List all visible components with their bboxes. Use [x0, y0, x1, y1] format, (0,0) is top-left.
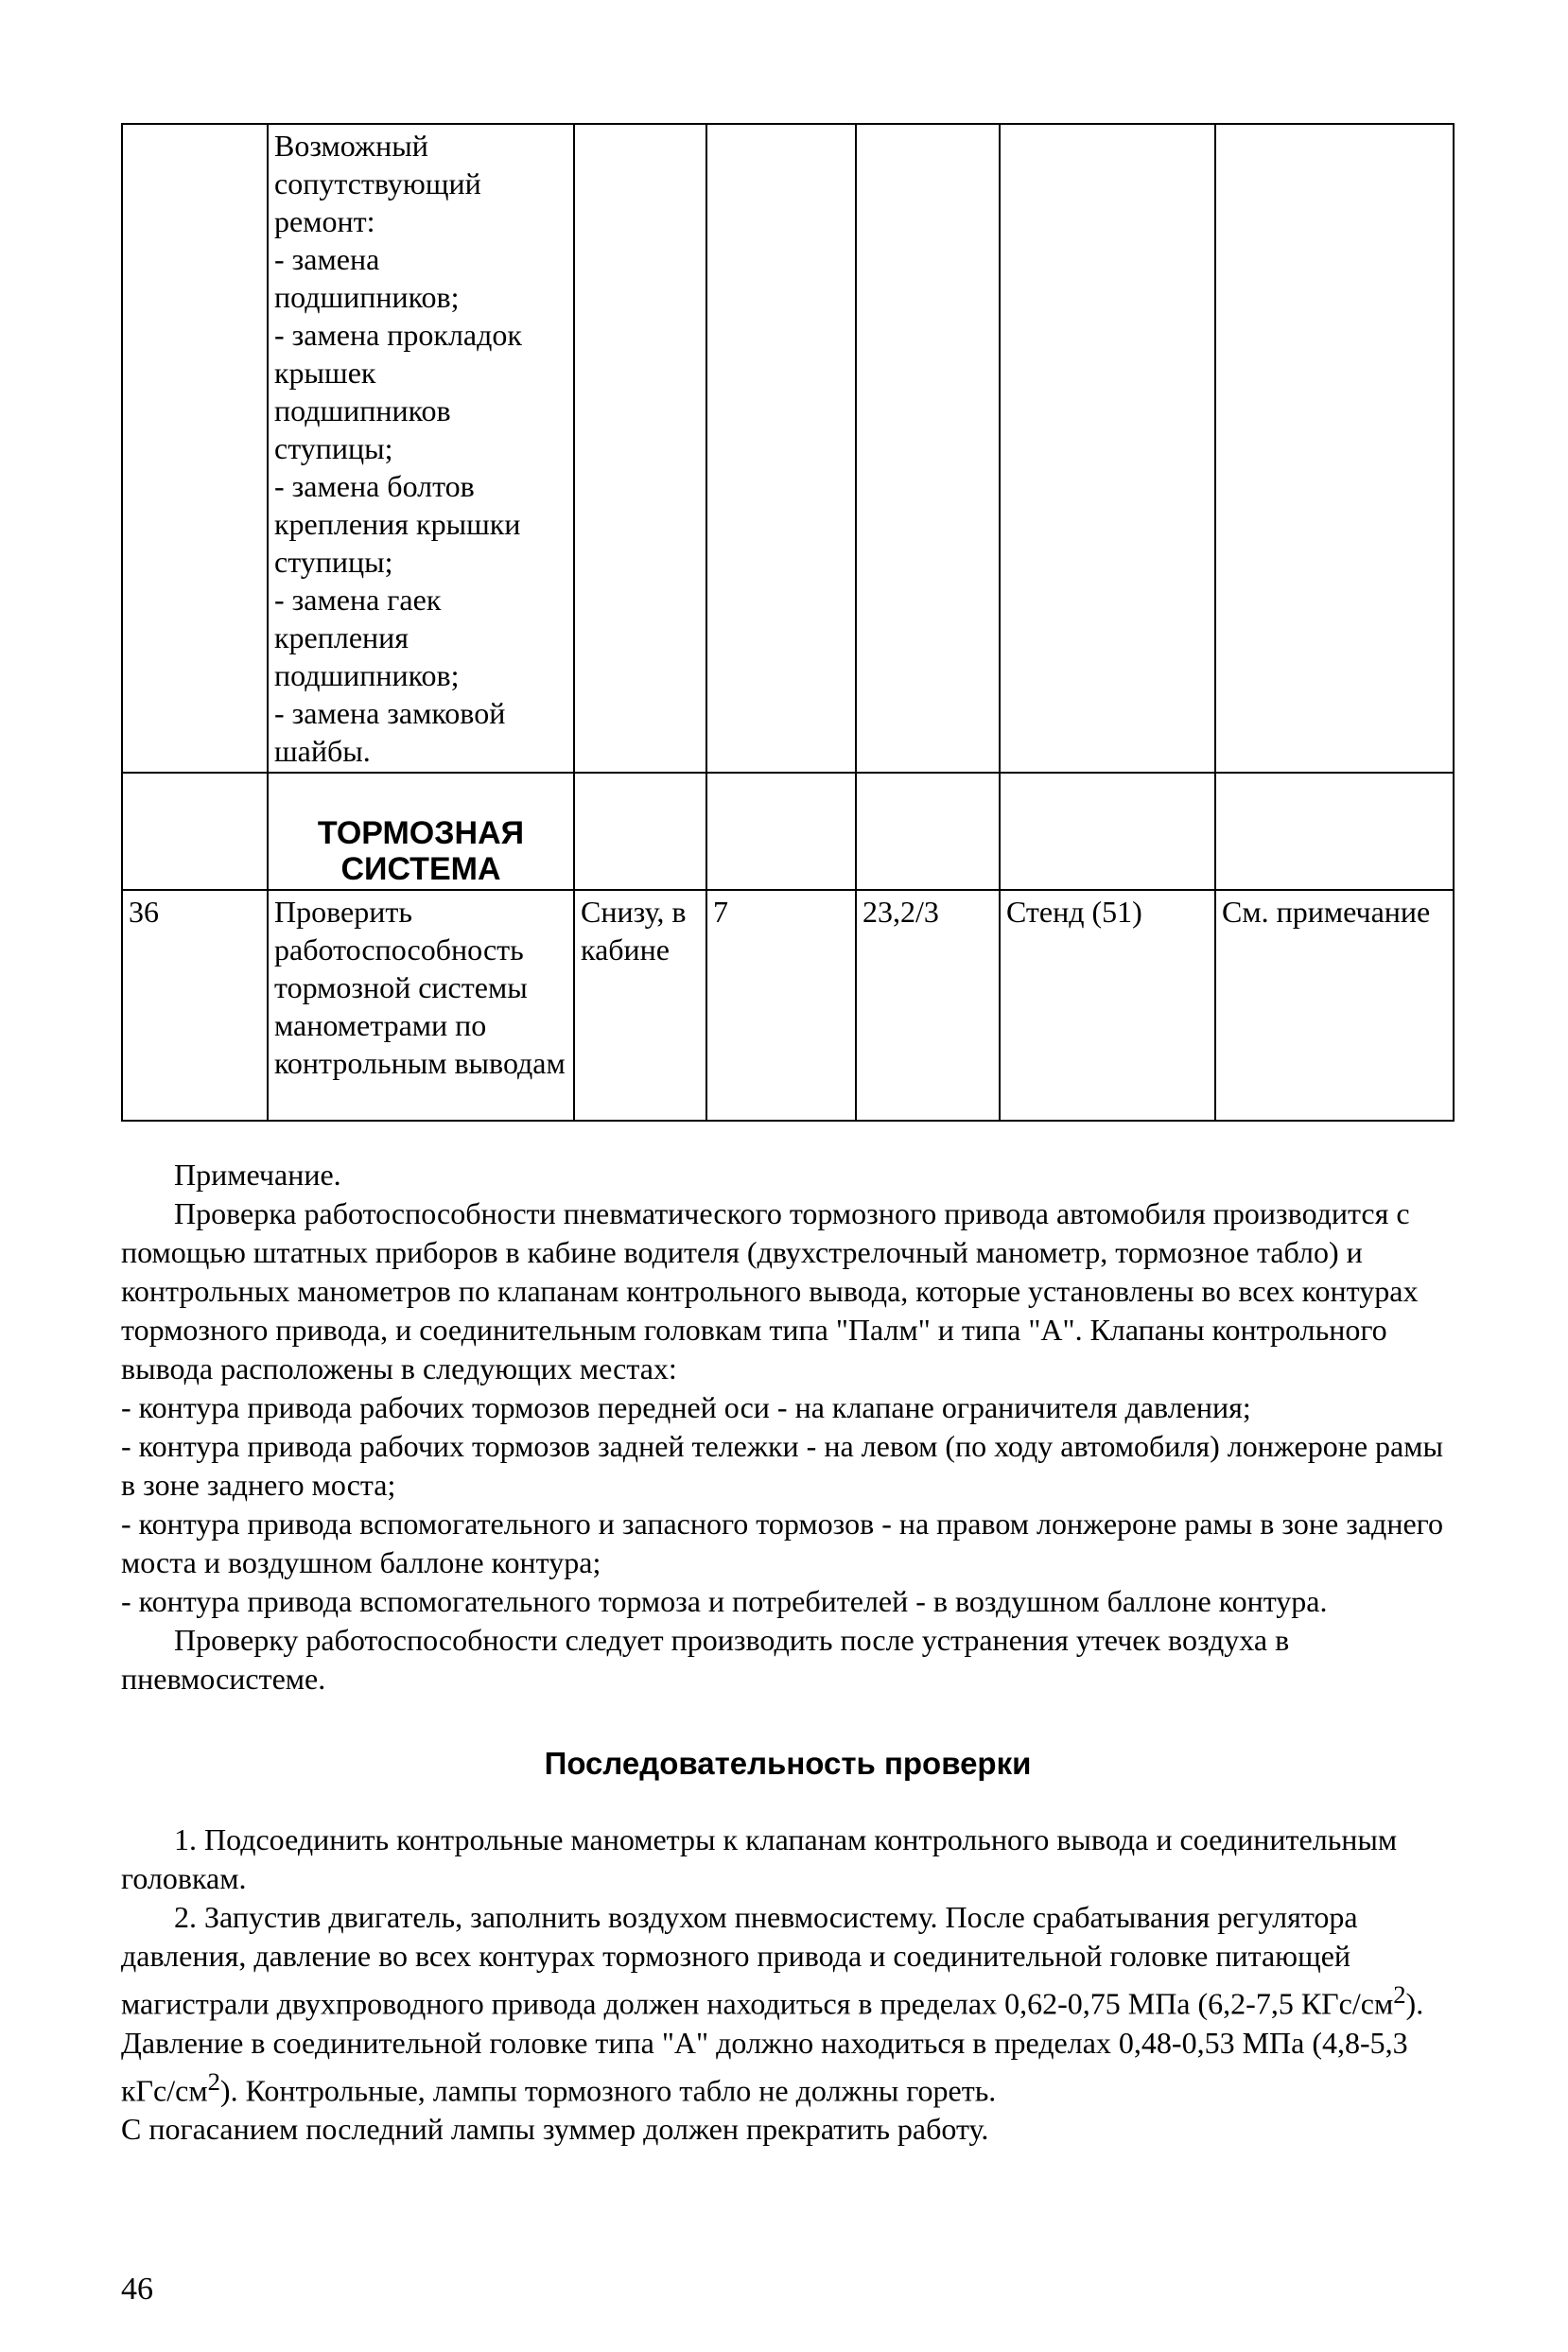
table-cell — [706, 773, 856, 890]
notes-list-item: - контура привода рабочих тормозов передней оси - на клапане ограничителя давления; — [121, 1390, 1251, 1424]
table-cell — [856, 124, 1000, 773]
table-cell — [1000, 124, 1215, 773]
table-cell — [1215, 124, 1454, 773]
repair-line: сопутствующий — [274, 166, 481, 200]
repair-line: - замена болтов — [274, 469, 475, 503]
table-cell — [706, 124, 856, 773]
notes-paragraph: Проверка работоспособности пневматического тормозного привода автомобиля производится с помощью штатных приборов в кабине водителя (двухстрелочный манометр, тормозное табло) и контрольных манометров по клапанам контрольного вывода, которые установлены во всех контурах тормозного привода, и соединительным головкам типа "Палм" и типа "А". Клапаны контрольного вывода расположены в следующих местах: — [121, 1196, 1419, 1385]
sequence-step: 1. Подсоединить контрольные манометры к клапанам контрольного вывода и соединительным головкам. — [121, 1822, 1398, 1895]
page-number: 46 — [121, 2272, 153, 2307]
table-cell — [574, 773, 706, 890]
sequence-final: С погасанием последний лампы зуммер должен прекратить работу. — [121, 2112, 989, 2147]
table-row-section — [122, 773, 1454, 890]
superscript: 2 — [1393, 1980, 1406, 2009]
repair-line: Возможный — [274, 129, 428, 163]
section-title: ТОРМОЗНАЯ СИСТЕМА — [268, 773, 574, 890]
row-col4: 23,2/3 — [856, 890, 1000, 1121]
notes-section — [121, 1156, 1455, 2149]
table-cell — [122, 773, 268, 890]
inspection-table — [121, 123, 1455, 1122]
row-equipment: Стенд (51) — [1000, 890, 1215, 1121]
repair-line: - замена гаек — [274, 583, 442, 617]
notes-list-item: - контура привода вспомогательного тормоза и потребителей - в воздушном баллоне контура. — [121, 1584, 1328, 1618]
repair-line: крепления — [274, 620, 409, 654]
repair-line: ремонт: — [274, 204, 375, 238]
notes-title: Примечание. — [174, 1158, 341, 1192]
table-cell — [856, 773, 1000, 890]
notes-list-item: - контура привода рабочих тормозов задней тележки - на левом (по ходу автомобиля) лонжероне рамы в зоне заднего моста; — [121, 1429, 1443, 1502]
row-number: 36 — [122, 890, 268, 1121]
step-text: 2. Запустив двигатель, заполнить воздухом пневмосистему. После срабатывания регулятора давления, давление во всех контурах тормозного привода и соединительной головке питающей магистрали двухпроводного привода должен находиться в пределах 0,62-0,75 МПа (6,2-7,5 КГс/см — [121, 1900, 1394, 2021]
superscript: 2 — [207, 2066, 220, 2096]
notes-paragraph: Проверку работоспособности следует производить после устранения утечек воздуха в пневмосистеме. — [121, 1623, 1290, 1696]
step-text: ). Давление в соединительной головке типа "А" должно находиться в пределах 0,48-0,53 МПа (4,8-5,3 кГс/см — [121, 1986, 1424, 2108]
repair-line: подшипников — [274, 393, 451, 427]
repair-line: подшипников; — [274, 658, 460, 692]
repair-line: - замена прокладок — [274, 318, 522, 352]
table-cell — [1000, 773, 1215, 890]
repair-list-cell — [268, 124, 574, 773]
row-location: Снизу, в кабине — [574, 890, 706, 1121]
row-operation: Проверить работоспособность тормозной системы манометрами по контрольным выводам — [268, 890, 574, 1121]
sequence-heading: Последовательность проверки — [544, 1746, 1032, 1781]
repair-line: - замена — [274, 242, 380, 276]
table-cell — [122, 124, 268, 773]
table-cell — [574, 124, 706, 773]
table-cell — [1215, 773, 1454, 890]
table-row-continuation — [122, 124, 1454, 773]
step-text: ). Контрольные, лампы тормозного табло не должны гореть. — [219, 2073, 997, 2108]
notes-list-item: - контура привода вспомогательного и запасного тормозов - на правом лонжероне рамы в зоне заднего моста и воздушном баллоне контура; — [121, 1507, 1443, 1579]
row-col3: 7 — [706, 890, 856, 1121]
repair-line: крепления крышки — [274, 507, 521, 541]
sequence-step — [121, 1898, 1455, 2110]
repair-line: шайбы. — [274, 734, 371, 768]
row-note: См. примечание — [1215, 890, 1454, 1121]
repair-line: - замена замковой — [274, 696, 506, 730]
repair-line: подшипников; — [274, 280, 460, 314]
repair-line: крышек — [274, 356, 376, 390]
repair-line: ступицы; — [274, 431, 393, 465]
table-row — [122, 890, 1454, 1121]
repair-line: ступицы; — [274, 545, 393, 579]
